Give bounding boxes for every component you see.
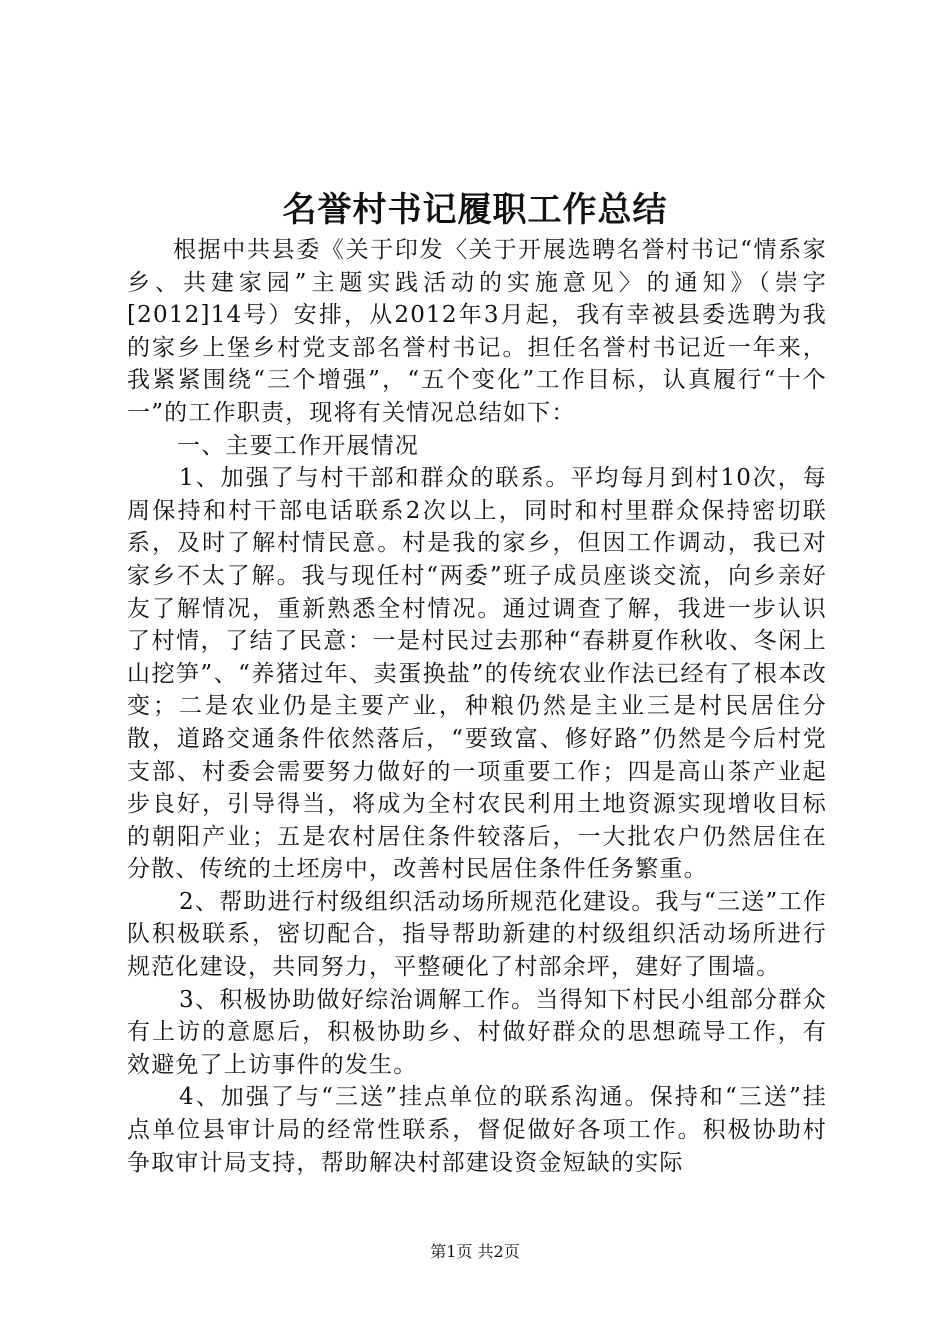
section-heading: 一、主要工作开展情况: [177, 432, 419, 459]
item-1-paragraph: 1、加强了与村干部和群众的联系。平均每月到村10次，每周保持和村干部电话联系2次以上，同时和村里群众保持密切联系，及时了解村情民意。村是我的家乡，但因工作调动，我已对家乡不太了解。我与现任村“两委”班子成员座谈交流，向乡亲好友了解情况，重新熟悉全村情况。通过调查了解，我进一步认识了村情，了结了民意：一是村民过去那种“春耕夏作秋收、冬闲上山挖笋”、“养猪过年、卖蛋换盐”的传统农业作法已经有了根本改变；二是农业仍是主要产业，种粮仍然是主业三是村民居住分散，道路交通条件依然落后，“要致富、修好路”仍然是今后村党支部、村委会需要努力做好的一项重要工作；四是高山茶产业起步良好，引导得当，将成为全村农民利用土地资源实现增收目标的朝阳产业；五是农村居住条件较落后，一大批农户仍然居住在分散、传统的土坯房中，改善村民居住条件任务繁重。: [127, 465, 827, 883]
intro-paragraph: 根据中共县委《关于印发〈关于开展选聘名誉村书记“情系家乡、共建家园”主题实践活动的实施意见〉的通知》（崇字[2012]14号）安排，从2012年3月起，我有幸被县委选聘为我的家乡上堡乡村党支部名誉村书记。担任名誉村书记近一年来，我紧紧围绕“三个增强”，“五个变化”工作目标，认真履行“十个一”的工作职责，现将有关情况总结如下：: [127, 237, 827, 426]
page-footer: 第1页 共2页: [430, 1242, 520, 1261]
item-3-paragraph: 3、积极协助做好综治调解工作。当得知下村民小组部分群众有上访的意愿后，积极协助乡、村做好群众的思想疏导工作，有效避免了上访事件的发生。: [127, 986, 827, 1078]
item-4-paragraph: 4、加强了与“三送”挂点单位的联系沟通。保持和“三送”挂点单位县审计局的经常性联系，督促做好各项工作。积极协助村争取审计局支持，帮助解决村部建设资金短缺的实际: [127, 1084, 827, 1176]
document-title: 名誉村书记履职工作总结: [282, 190, 668, 230]
document-body: [127, 234, 827, 1179]
item-2-paragraph: 2、帮助进行村级组织活动场所规范化建设。我与“三送”工作队积极联系，密切配合，指导帮助新建的村级组织活动场所进行规范化建设，共同努力，平整硬化了村部余坪，建好了围墙。: [127, 888, 827, 981]
